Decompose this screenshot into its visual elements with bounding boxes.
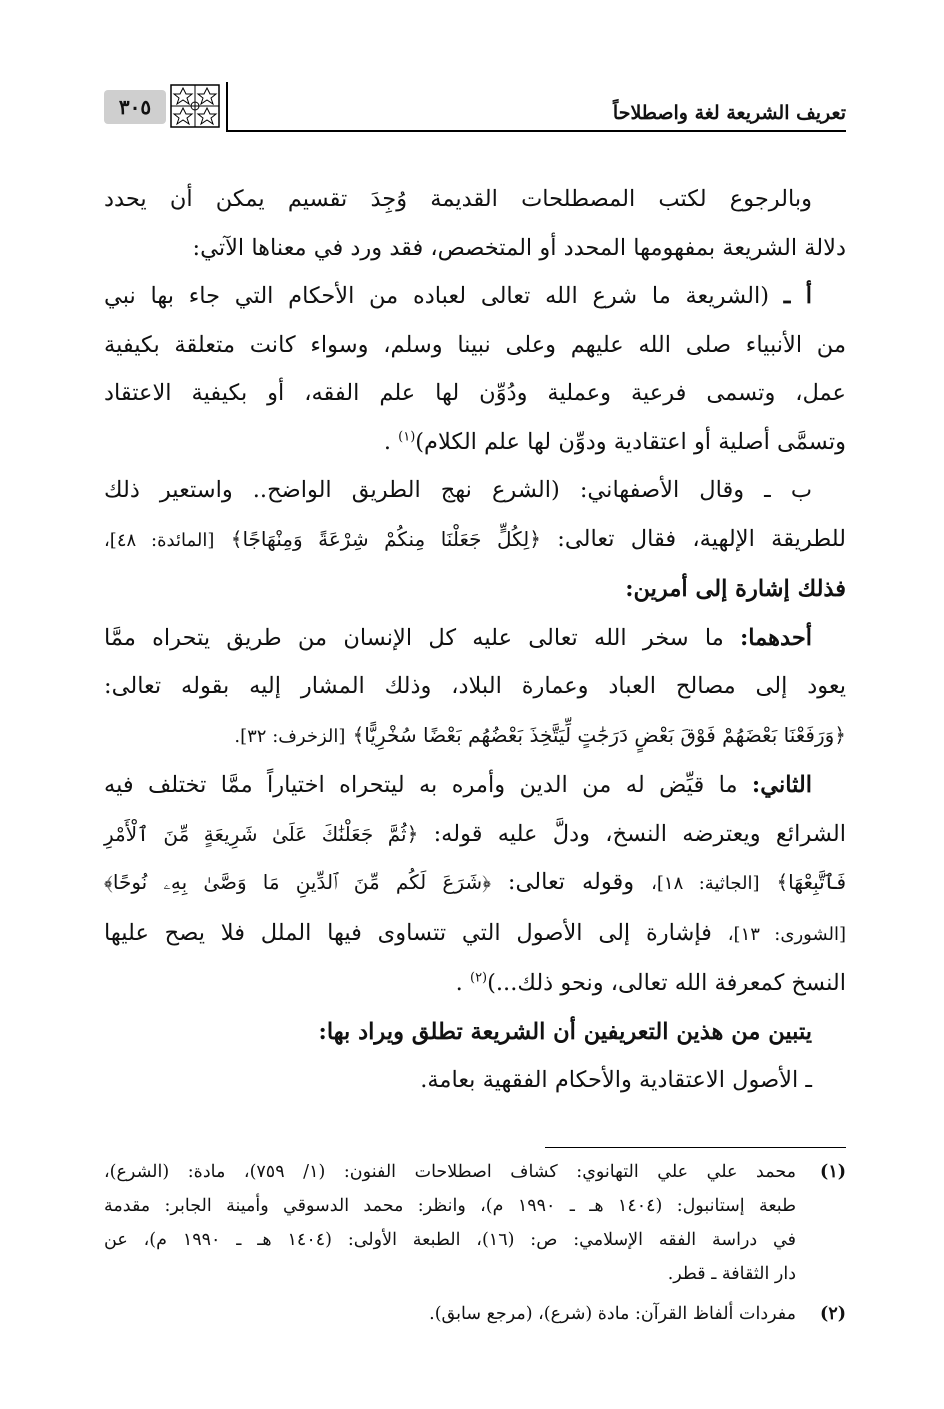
text-line xyxy=(104,761,846,810)
quran-verse: ﴿لِكُلٍّ جَعَلْنَا مِنكُمْ شِرْعَةً وَمِنْهَاجًا﴾ xyxy=(230,526,541,551)
verse-citation: [الزخرف: ٣٢]. xyxy=(234,725,346,747)
quran-verse: ﴿شَرَعَ لَكُم مِّنَ ٱلدِّينِ مَا وَصَّىٰ بِهِۦ نُوحًا﴾ xyxy=(104,870,491,894)
text-line: وبالرجوع لكتب المصطلحات القديمة وُجِدَ تقسيم يمكن أن يحدد xyxy=(104,186,812,212)
footnote-separator xyxy=(545,1147,846,1148)
text-line xyxy=(104,711,846,762)
text-line: يتبين من هذين التعريفين أن الشريعة تطلق ويراد بها: xyxy=(318,1018,812,1045)
footnote-number: (١) xyxy=(820,1162,846,1182)
main-text xyxy=(104,175,846,1105)
text-line xyxy=(104,810,846,859)
text-span: وقوله تعالى: xyxy=(507,869,635,895)
text-line: يعود إلى مصالح العباد وعمارة البلاد، وذلك المشار إليه بقوله تعالى: xyxy=(104,673,846,699)
footnote-line: طبعة إستانبول: (١٤٠٤ هـ ـ ١٩٩٠ م)، وانظر: محمد الدسوقي وأمينة الجابر: مقدمة xyxy=(104,1196,797,1216)
text-span: فإشارة إلى الأصول التي تتساوى فيها الملل فلا يصح عليها xyxy=(104,919,712,946)
text-line: دلالة الشريعة بمفهومها المحدد أو المتخصص، فقد ورد في معناها الآتي: xyxy=(192,234,846,261)
text-span: (الشريعة ما شرع الله تعالى لعباده من الأحكام التي جاء بها نبي xyxy=(104,283,770,309)
text-span: ما سخر الله تعالى عليه كل الإنسان من طريق يتحراه ممَّا xyxy=(104,624,724,651)
text-span: النسخ كمعرفة الله تعالى، ونحو ذلك...) xyxy=(487,970,846,996)
geometric-star-ornament-icon xyxy=(170,84,220,128)
quran-verse: فَٱتَّبِعْهَا﴾ xyxy=(776,870,846,894)
text-span: ما قيِّض له من الدين وأمره به ليتحراه اختياراً ممَّا تختلف فيه xyxy=(104,772,738,798)
text-line xyxy=(104,959,846,1008)
chapter-title: تعريف الشريعة لغة واصطلاحاً xyxy=(612,102,846,124)
second-meaning xyxy=(104,761,846,1008)
verse-citation: [المائدة: ٤٨]، xyxy=(104,529,215,551)
footnote-number: (٢) xyxy=(820,1304,846,1324)
text-line: عمل، وتسمى فرعية وعملية ودُوِّن لها علم الفقه، أو بكيفية الاعتقاد xyxy=(104,380,846,406)
quran-verse: ﴿وَرَفَعْنَا بَعْضَهُمْ فَوْقَ بَعْضٍ دَرَجَٰتٍ لِّيَتَّخِذَ بَعْضُهُم بَعْضًا سُخْرِيًّا﴾ xyxy=(352,722,846,747)
text-span: . xyxy=(383,428,391,455)
text-line: من الأنبياء صلى الله عليهم وعلى نبينا وسلم، وسواء كانت متعلقة بكيفية xyxy=(104,331,846,358)
bullet-item: ـ الأصول الاعتقادية والأحكام الفقهية بعامة. xyxy=(420,1067,812,1093)
text-line xyxy=(104,515,846,566)
first-meaning xyxy=(104,614,846,762)
text-span: . xyxy=(455,970,463,996)
text-line xyxy=(104,614,846,663)
conclusion xyxy=(104,1008,846,1105)
verse-citation: [الشورى: ١٣]، xyxy=(727,923,847,945)
page-number: ٣٠٥ xyxy=(104,90,166,124)
definition-a xyxy=(104,272,846,466)
text-line xyxy=(104,909,846,960)
footnote-line: دار الثقافة ـ قطر. xyxy=(667,1264,796,1284)
text-line xyxy=(104,418,846,467)
header-divider xyxy=(226,82,228,132)
text-line xyxy=(104,272,846,321)
footnotes xyxy=(104,1155,846,1337)
header-rule xyxy=(226,130,846,132)
text-line: ب ـ وقال الأصفهاني: (الشرع نهج الطريق الواضح.. واستعير ذلك xyxy=(104,477,812,503)
quran-verse: ﴿ثُمَّ جَعَلْنَٰكَ عَلَىٰ شَرِيعَةٍ مِّنَ ٱلْأَمْرِ xyxy=(104,821,419,846)
footnote-line: مفردات ألفاظ القرآن: مادة (شرع)، (مرجع سابق). xyxy=(429,1304,796,1324)
footnote xyxy=(104,1155,846,1291)
footnote xyxy=(104,1297,846,1331)
running-header xyxy=(104,82,846,132)
footnote-ref: (٢) xyxy=(469,970,488,986)
verse-citation: [الجاثية: ١٨]، xyxy=(651,873,760,894)
item-label: أ ـ xyxy=(783,283,813,309)
item-label: الثاني: xyxy=(751,772,812,798)
footnote-ref: (١) xyxy=(398,429,416,444)
definition-b xyxy=(104,466,846,614)
text-span: الشرائع ويعترضه النسخ، ودلَّ عليه قوله: xyxy=(433,820,846,847)
text-line xyxy=(104,858,846,909)
text-span: للطريقة الإلهية، فقال تعالى: xyxy=(557,525,847,552)
text-span: وتسمَّى أصلية أو اعتقادية ودوِّن لها علم الكلام) xyxy=(415,428,846,455)
item-label: أحدهما: xyxy=(739,624,812,651)
text-line: فذلك إشارة إلى أمرين: xyxy=(625,576,846,602)
paragraph-intro xyxy=(104,175,846,272)
footnote-line: في دراسة الفقه الإسلامي: ص: (١٦)، الطبعة الأولى: (١٤٠٤ هـ ـ ١٩٩٠ م)، عن xyxy=(104,1230,797,1250)
footnote-line: محمد علي علي التهانوي: كشاف اصطلاحات الفنون: (١/ ٧٥٩)، مادة: (الشرع)، xyxy=(104,1162,797,1182)
